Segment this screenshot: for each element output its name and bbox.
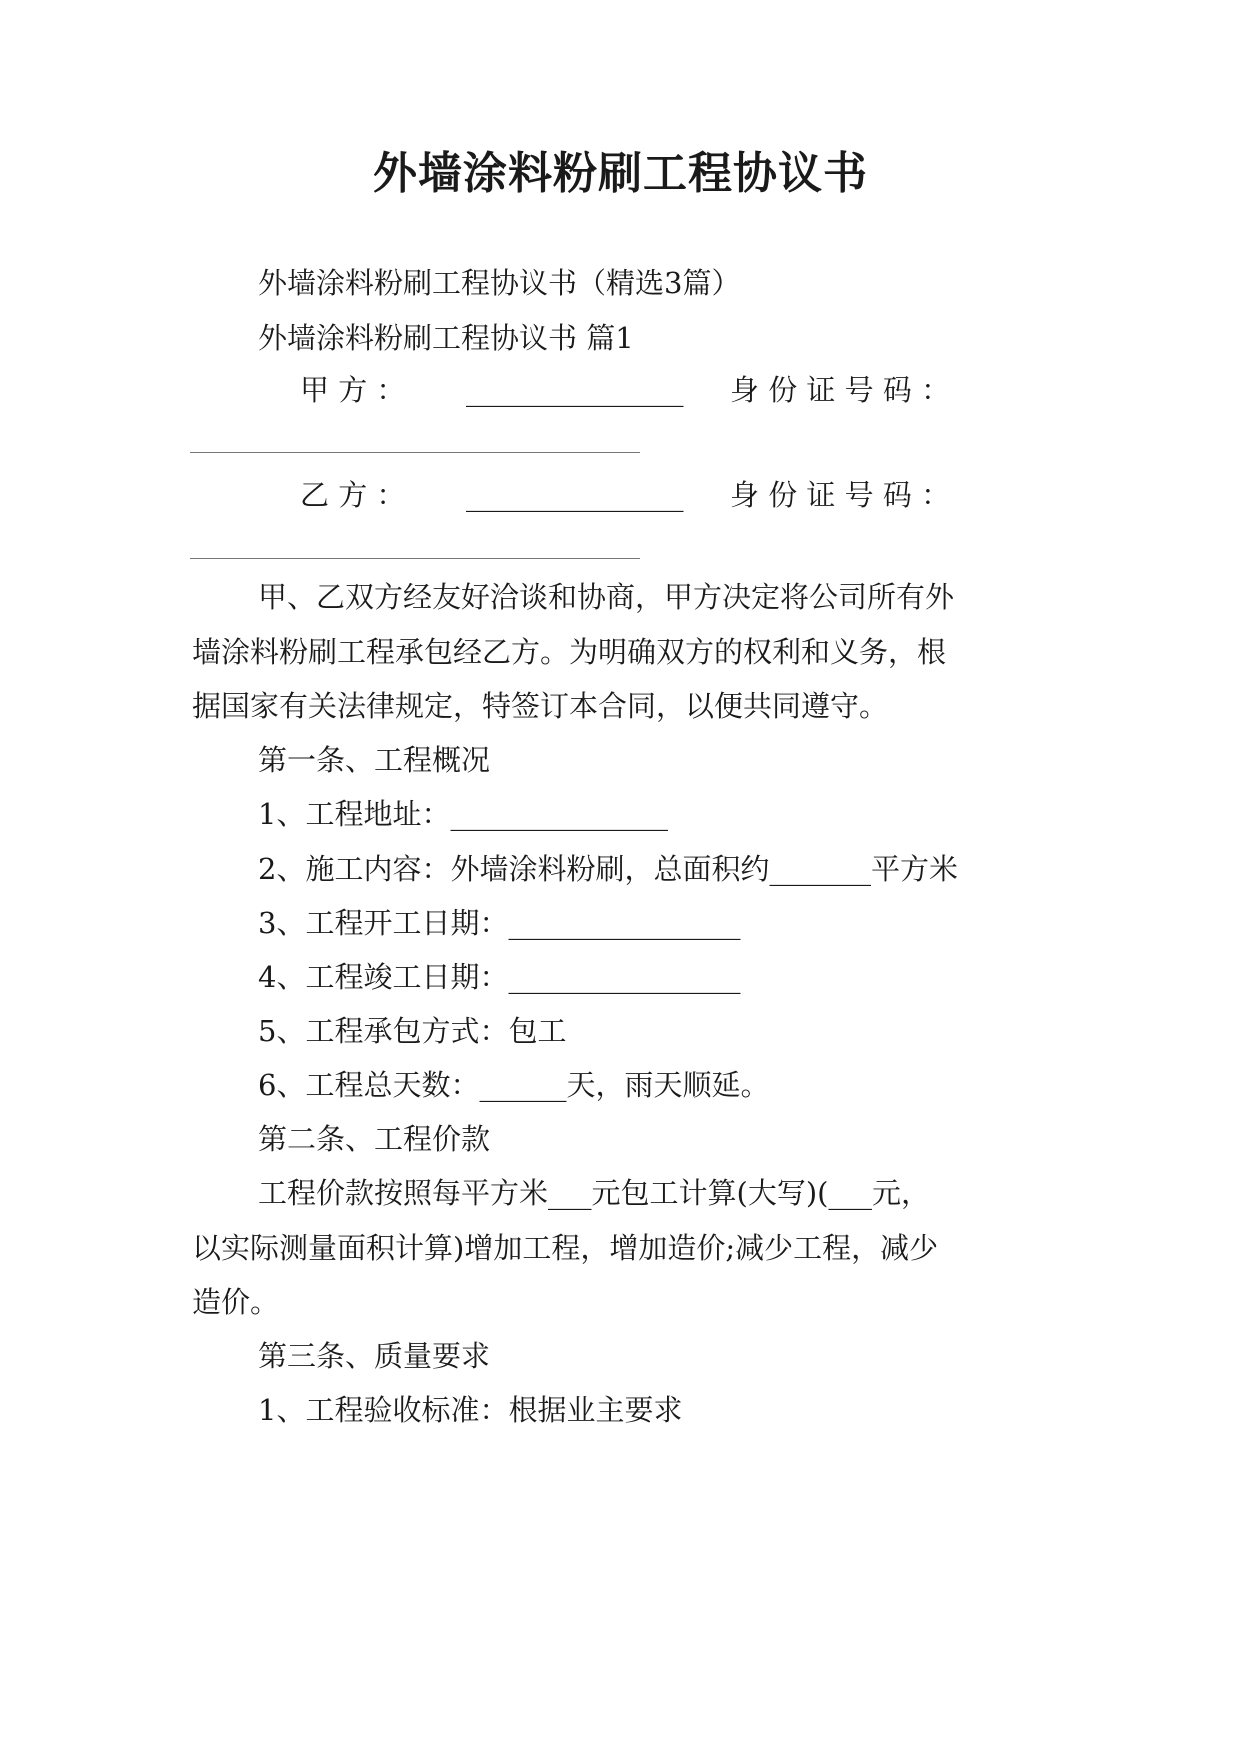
article1-title: 第一条、工程概况 bbox=[258, 743, 491, 777]
party-a-label: 甲 方 ： bbox=[300, 373, 406, 407]
article2-title: 第二条、工程价款 bbox=[258, 1122, 491, 1156]
article3-item-1: 1、工程验收标准：根据业主要求 bbox=[258, 1393, 683, 1427]
party-b-id-blank-line bbox=[190, 558, 640, 559]
party-b-name-blank: _______________ bbox=[466, 478, 684, 512]
party-a-name-blank: _______________ bbox=[466, 373, 684, 407]
article1-item-4: 4、工程竣工日期：________________ bbox=[258, 960, 741, 994]
article1-item-3: 3、工程开工日期：________________ bbox=[258, 906, 741, 940]
subtitle: 外墙涂料粉刷工程协议书（精选3篇） bbox=[258, 266, 741, 300]
intro-line-1: 甲、乙双方经友好洽谈和协商，甲方决定将公司所有外 bbox=[258, 580, 955, 614]
document-title: 外墙涂料粉刷工程协议书 bbox=[373, 148, 868, 199]
article2-line-2: 以实际测量面积计算)增加工程，增加造价;减少工程，减少 bbox=[192, 1231, 939, 1265]
party-b-label: 乙 方 ： bbox=[300, 478, 406, 512]
party-a-id-label: 身 份 证 号 码 ： bbox=[730, 373, 951, 407]
article1-item-6: 6、工程总天数：______天，雨天顺延。 bbox=[258, 1068, 770, 1102]
article3-title: 第三条、质量要求 bbox=[258, 1339, 491, 1373]
intro-line-3: 据国家有关法律规定，特签订本合同，以便共同遵守。 bbox=[192, 689, 889, 723]
article2-line-3: 造价。 bbox=[192, 1285, 280, 1319]
article1-item-2: 2、施工内容：外墙涂料粉刷，总面积约_______平方米 bbox=[258, 852, 958, 886]
article1-item-5: 5、工程承包方式：包工 bbox=[258, 1014, 567, 1048]
article2-line-1: 工程价款按照每平方米___元包工计算(大写)(___元， bbox=[258, 1176, 930, 1210]
section-heading: 外墙涂料粉刷工程协议书 篇1 bbox=[258, 321, 634, 355]
intro-line-2: 墙涂料粉刷工程承包经乙方。为明确双方的权利和义务，根 bbox=[192, 635, 947, 669]
article1-item-1: 1、工程地址：_______________ bbox=[258, 797, 668, 831]
party-b-id-label: 身 份 证 号 码 ： bbox=[730, 478, 951, 512]
party-a-id-blank-line bbox=[190, 452, 640, 453]
